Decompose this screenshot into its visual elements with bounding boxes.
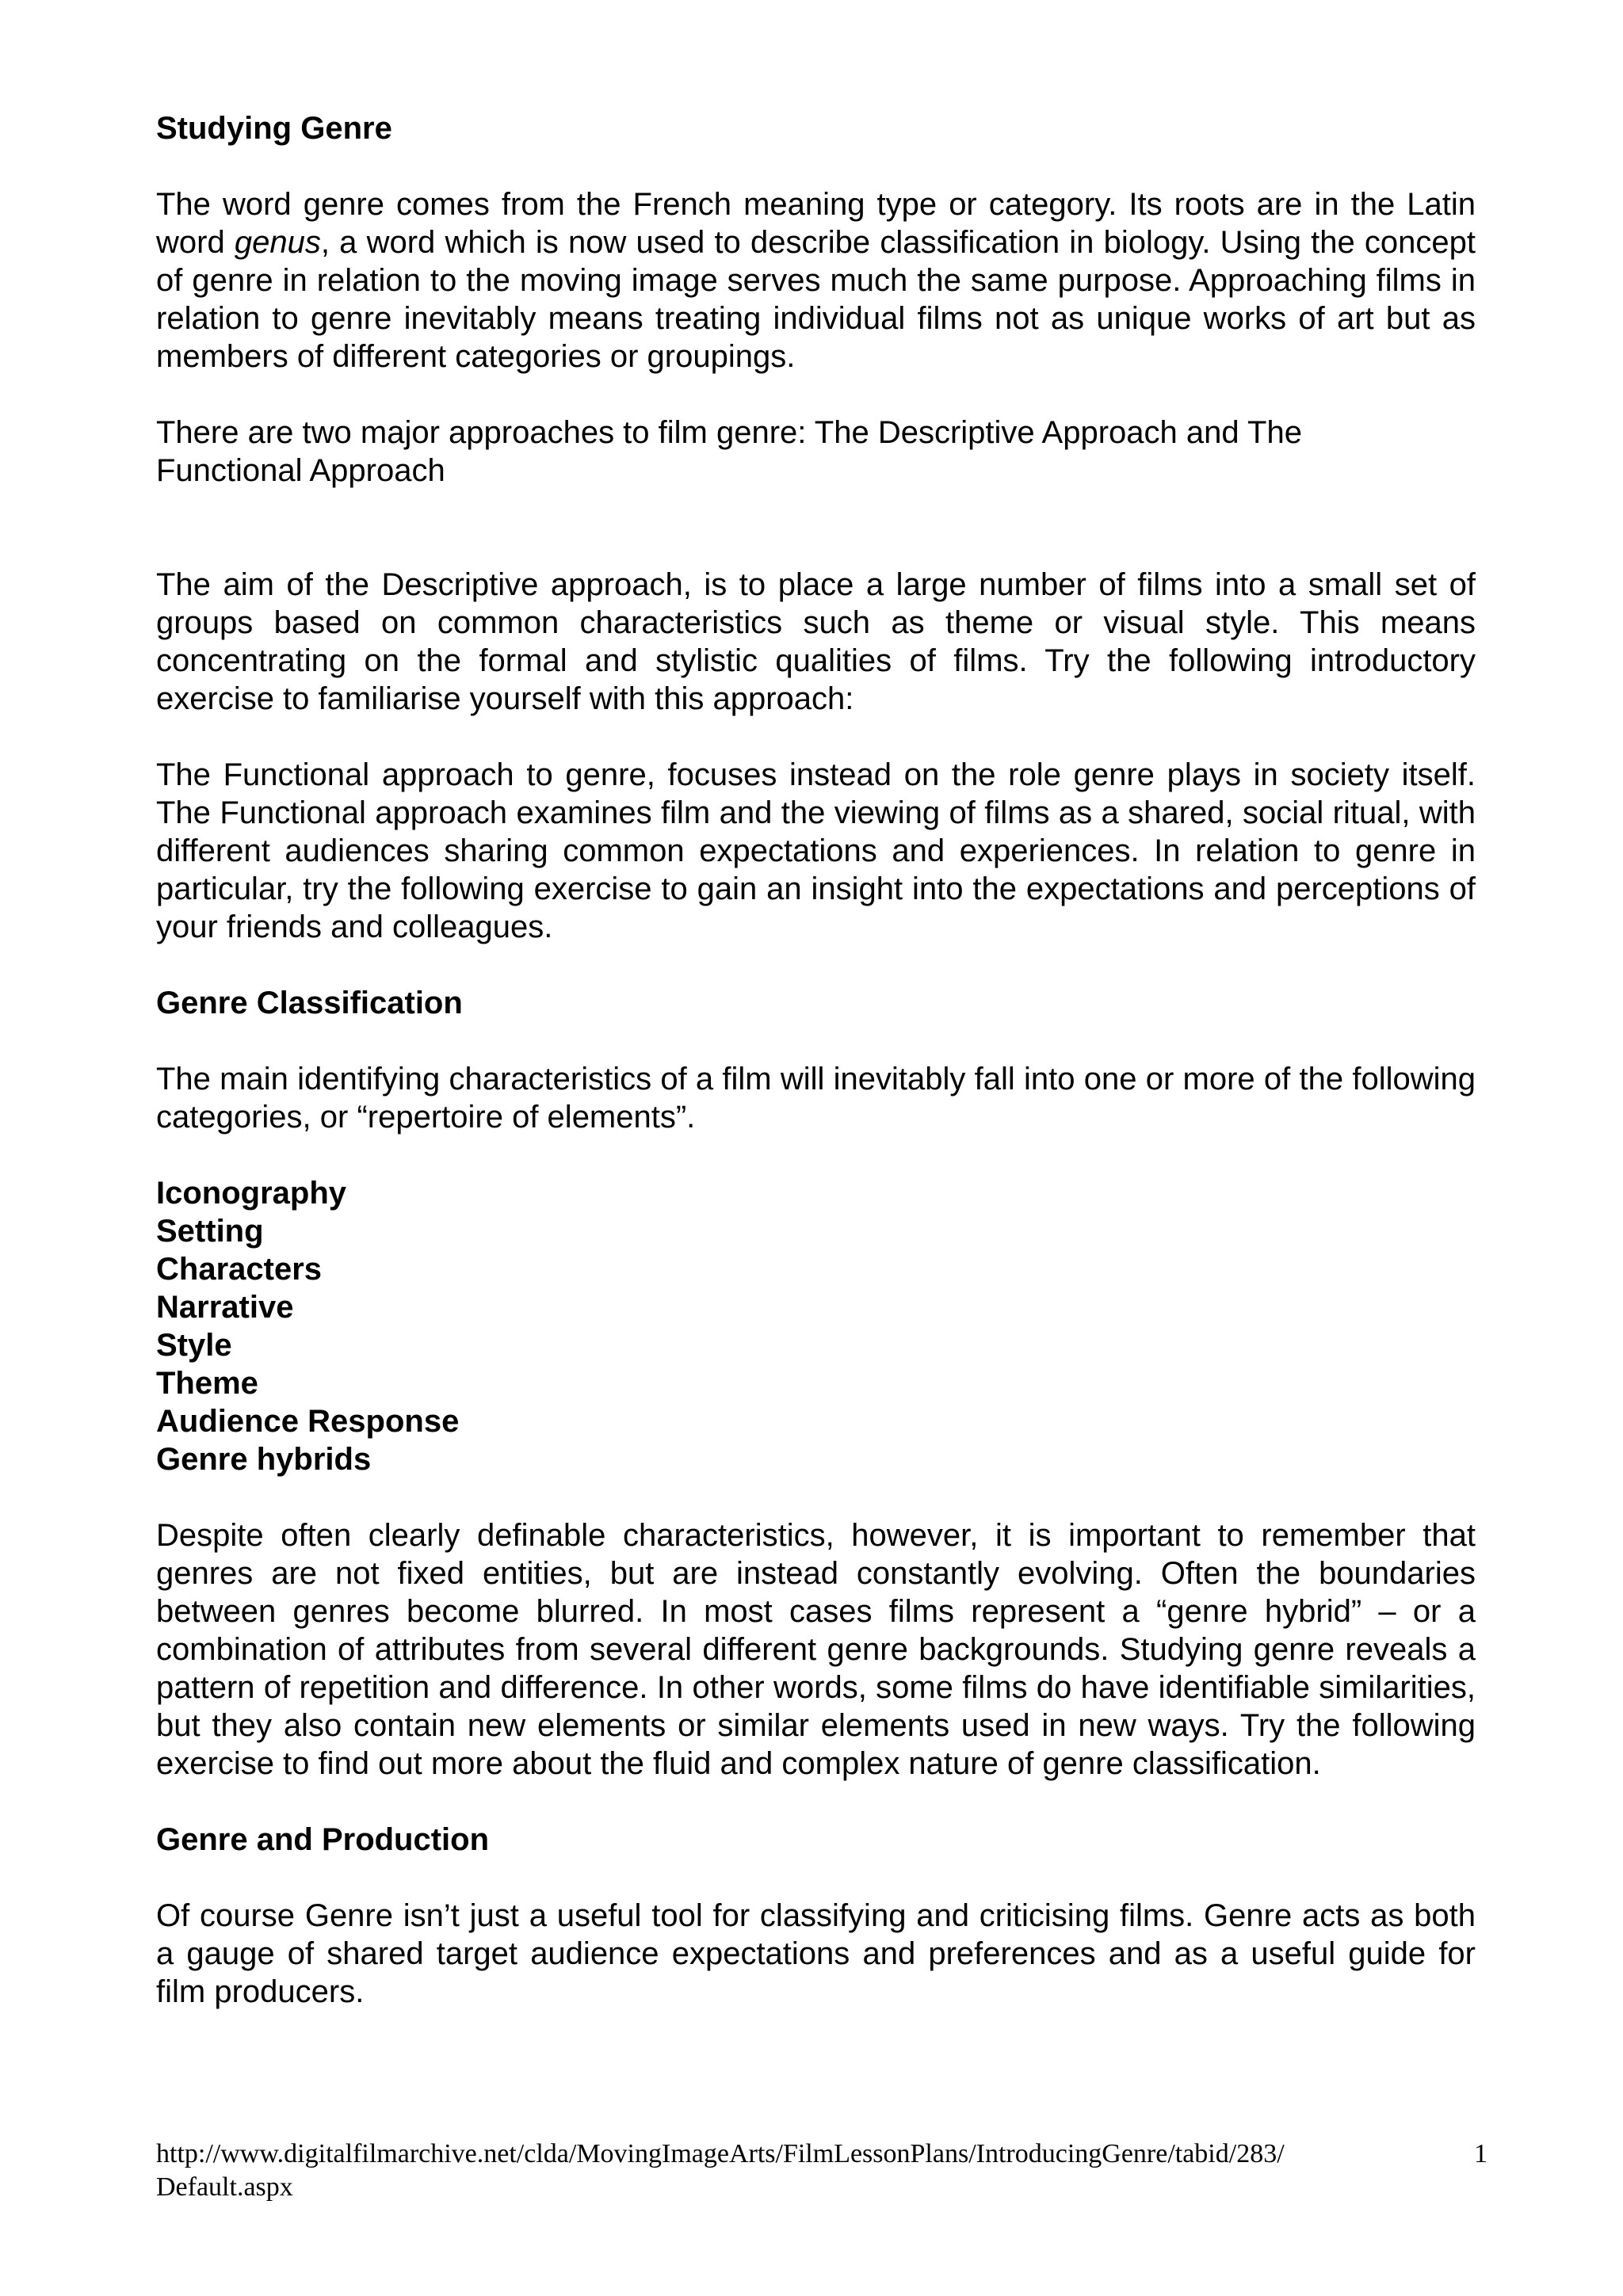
paragraph-two-approaches [156,414,1476,490]
source-url-line: http://www.digitalfilmarchive.net/clda/MovingImageArts/FilmLessonPlans/IntroducingGenre/tabid/283/ [156,2139,1285,2168]
paragraph-descriptive-approach: The aim of the Descriptive approach, is to place a large number of films into a small set of groups based on common characteristics such as theme or visual style. This means concentrating on the formal and stylistic qualities of films. Try the following introductory exercise to familiarise yourself with this approach: [156,567,1476,716]
source-url[interactable] [156,2138,1424,2204]
spacer [156,1478,1476,1516]
italic-term-genus: genus [234,225,321,260]
repertoire-of-elements-list [156,1174,1476,1478]
page-number: 1 [1474,2139,1487,2168]
section-title-genre-classification: Genre Classification [156,986,463,1020]
list-item-characters: Characters [156,1252,323,1287]
section-title-genre-and-production: Genre and Production [156,1822,490,1857]
paragraph-line: Functional Approach [156,453,445,488]
list-item-genre-hybrids: Genre hybrids [156,1442,372,1477]
spacer [156,946,1476,984]
spacer [156,1022,1476,1060]
paragraph-genre-hybrids: Despite often clearly definable characteristics, however, it is important to remember that genres are not fixed entities, but are instead constantly evolving. Often the boundaries between genres become blurred. In most cases films represent a “genre hybrid” – or a combination of attributes from several different genre backgrounds. Studying genre reveals a pattern of repetition and difference. In other words, some films do have identifiable similarities, but they also contain new elements or similar elements used in new ways. Try the following exercise to find out more about the fluid and complex nature of genre classification. [156,1518,1476,1781]
spacer [156,1136,1476,1174]
paragraph-classification-intro: The main identifying characteristics of a film will inevitably fall into one or more of the following categories, or “repertoire of elements”. [156,1062,1476,1135]
list-item-iconography: Iconography [156,1176,347,1211]
document-page [156,109,1476,2011]
spacer [156,376,1476,414]
list-item-audience-response: Audience Response [156,1404,460,1439]
paragraph-genre-production: Of course Genre isn’t just a useful tool for classifying and criticising films. Genre acts as both a gauge of shared target audience expectations and preferences and as a useful guide for film producers. [156,1898,1476,2009]
spacer [156,490,1476,566]
list-item-style: Style [156,1328,232,1363]
paragraph-functional-approach: The Functional approach to genre, focuses instead on the role genre plays in society itself. The Functional approach examines film and the viewing of films as a shared, social ritual, with different audiences sharing common expectations and experiences. In relation to genre in particular, try the following exercise to gain an insight into the expectations and perceptions of your friends and colleagues. [156,757,1476,944]
paragraph-text: The word genre comes from the French meaning type or category. Its roots are in the Latin word [156,187,1476,260]
spacer [156,1783,1476,1821]
section-title-studying-genre: Studying Genre [156,111,392,146]
paragraph-text: , a word which is now used to describe classification in biology. Using the concept of genre in relation to the moving image serves much the same purpose. Approaching films in relation to genre inevitably means treating individual films not as unique works of art but as members of different categories or groupings. [156,225,1476,374]
paragraph-line: There are two major approaches to film genre: The Descriptive Approach and The [156,415,1302,450]
spacer [156,1859,1476,1897]
list-item-narrative: Narrative [156,1290,294,1325]
spacer [156,718,1476,756]
page-footer [156,2138,1487,2204]
paragraph-genre-definition [156,185,1476,376]
source-url-line: Default.aspx [156,2172,293,2202]
list-item-setting: Setting [156,1214,264,1249]
spacer [156,147,1476,185]
list-item-theme: Theme [156,1366,258,1401]
